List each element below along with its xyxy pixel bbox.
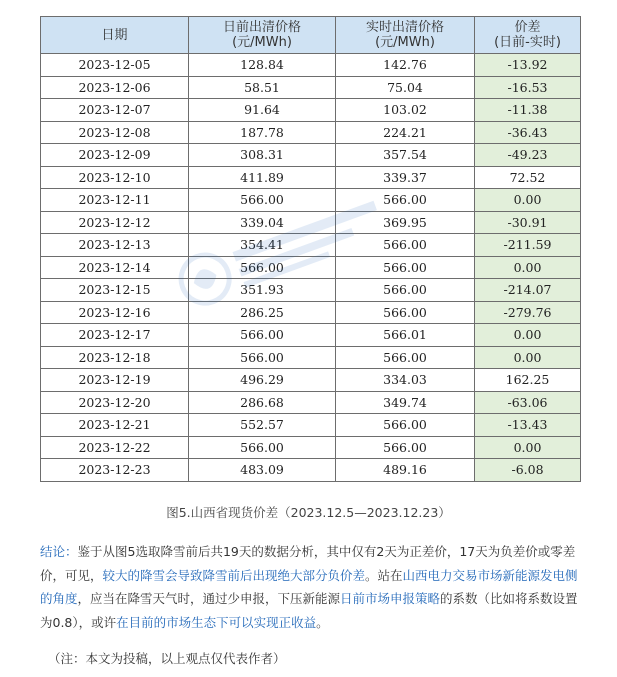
realtime-price-cell: 566.00 (336, 414, 475, 437)
date-cell: 2023-12-23 (41, 459, 189, 482)
table-row (41, 234, 581, 257)
price-diff-cell: -63.06 (475, 391, 581, 414)
price-diff-cell: -49.23 (475, 144, 581, 167)
header-realtime-price (336, 17, 475, 54)
day-ahead-price-cell: 354.41 (189, 234, 336, 257)
table-row (41, 189, 581, 212)
date-cell: 2023-12-14 (41, 256, 189, 279)
day-ahead-price-cell: 128.84 (189, 54, 336, 77)
conclusion-highlight-text: 在目前的市场生态下可以实现正收益 (116, 614, 317, 630)
realtime-price-cell: 357.54 (336, 144, 475, 167)
date-cell: 2023-12-15 (41, 279, 189, 302)
day-ahead-price-cell: 566.00 (189, 189, 336, 212)
price-table-container (40, 16, 580, 482)
header-day-ahead-price (189, 17, 336, 54)
day-ahead-price-cell: 566.00 (189, 256, 336, 279)
table-row (41, 301, 581, 324)
price-diff-cell: 162.25 (475, 369, 581, 392)
figure-caption: 图5.山西省现货价差（2023.12.5—2023.12.23） (166, 505, 451, 520)
price-diff-cell: -30.91 (475, 211, 581, 234)
day-ahead-price-cell: 286.25 (189, 301, 336, 324)
header-realtime-label: 实时出清价格 (365, 20, 444, 35)
header-diff-label: 价差 (514, 20, 541, 35)
date-cell: 2023-12-06 (41, 76, 189, 99)
realtime-price-cell: 103.02 (336, 99, 475, 122)
realtime-price-cell: 75.04 (336, 76, 475, 99)
table-row (41, 279, 581, 302)
table-row (41, 256, 581, 279)
date-cell: 2023-12-10 (41, 166, 189, 189)
price-diff-cell: 72.52 (475, 166, 581, 189)
day-ahead-price-cell: 496.29 (189, 369, 336, 392)
price-diff-cell: -279.76 (475, 301, 581, 324)
date-cell: 2023-12-17 (41, 324, 189, 347)
realtime-price-cell: 142.76 (336, 54, 475, 77)
day-ahead-price-cell: 566.00 (189, 436, 336, 459)
conclusion-highlight-text: 日前市场申报策略 (340, 591, 441, 606)
price-diff-cell: -11.38 (475, 99, 581, 122)
table-row (41, 121, 581, 144)
table-row (41, 144, 581, 167)
date-cell: 2023-12-21 (41, 414, 189, 437)
realtime-price-cell: 369.95 (336, 211, 475, 234)
price-diff-cell: -13.92 (475, 54, 581, 77)
table-header-row (41, 17, 581, 54)
date-cell: 2023-12-22 (41, 436, 189, 459)
price-diff-cell: 0.00 (475, 189, 581, 212)
table-row (41, 391, 581, 414)
author-note: （注：本文为投稿，以上观点仅代表作者） (48, 651, 286, 666)
day-ahead-price-cell: 351.93 (189, 279, 336, 302)
realtime-price-cell: 566.00 (336, 346, 475, 369)
realtime-price-cell: 566.00 (336, 436, 475, 459)
table-row (41, 76, 581, 99)
price-table (40, 16, 581, 482)
conclusion-text: 。 (316, 614, 329, 630)
date-cell: 2023-12-16 (41, 301, 189, 324)
day-ahead-price-cell: 552.57 (189, 414, 336, 437)
day-ahead-price-cell: 483.09 (189, 459, 336, 482)
date-cell: 2023-12-20 (41, 391, 189, 414)
realtime-price-cell: 566.00 (336, 189, 475, 212)
conclusion-highlight-text: 结论： (40, 544, 78, 559)
price-diff-cell: 0.00 (475, 324, 581, 347)
conclusion-text: 鉴于从图5选取降雪前后共19天的数据分析，其中仅有2天为正差价，17天为负差价或零差价，可见， (40, 544, 576, 583)
header-day-ahead-unit: (元/MWh) (232, 35, 292, 50)
conclusion-text: ，应当在降雪天气时，通过少申报，下压新能源 (77, 591, 341, 606)
table-row (41, 459, 581, 482)
price-diff-cell: -16.53 (475, 76, 581, 99)
date-cell: 2023-12-13 (41, 234, 189, 257)
day-ahead-price-cell: 411.89 (189, 166, 336, 189)
realtime-price-cell: 566.00 (336, 301, 475, 324)
date-cell: 2023-12-07 (41, 99, 189, 122)
price-diff-cell: -211.59 (475, 234, 581, 257)
date-cell: 2023-12-08 (41, 121, 189, 144)
day-ahead-price-cell: 339.04 (189, 211, 336, 234)
day-ahead-price-cell: 566.00 (189, 346, 336, 369)
date-cell: 2023-12-05 (41, 54, 189, 77)
day-ahead-price-cell: 566.00 (189, 324, 336, 347)
table-row (41, 54, 581, 77)
table-row (41, 166, 581, 189)
price-diff-cell: 0.00 (475, 346, 581, 369)
table-row (41, 99, 581, 122)
day-ahead-price-cell: 286.68 (189, 391, 336, 414)
conclusion-text: 的系数（比如将系数设置为0.8），或许 (40, 591, 578, 630)
conclusion-highlight-text: 山西电力交易市场新能源发电侧的角度 (40, 567, 578, 606)
day-ahead-price-cell: 308.31 (189, 144, 336, 167)
price-diff-cell: -13.43 (475, 414, 581, 437)
realtime-price-cell: 566.00 (336, 256, 475, 279)
realtime-price-cell: 349.74 (336, 391, 475, 414)
header-day-ahead-label: 日前出清价格 (222, 20, 301, 35)
conclusion-paragraph (40, 540, 585, 634)
day-ahead-price-cell: 91.64 (189, 99, 336, 122)
header-diff-formula: (日前-实时) (494, 35, 561, 50)
price-diff-cell: -6.08 (475, 459, 581, 482)
conclusion-text: 。站在 (365, 567, 403, 583)
header-date-label: 日期 (101, 27, 128, 43)
realtime-price-cell: 489.16 (336, 459, 475, 482)
realtime-price-cell: 566.00 (336, 279, 475, 302)
table-row (41, 324, 581, 347)
realtime-price-cell: 566.01 (336, 324, 475, 347)
table-row (41, 346, 581, 369)
realtime-price-cell: 334.03 (336, 369, 475, 392)
table-row (41, 436, 581, 459)
date-cell: 2023-12-09 (41, 144, 189, 167)
price-diff-cell: -214.07 (475, 279, 581, 302)
price-diff-cell: 0.00 (475, 256, 581, 279)
date-cell: 2023-12-12 (41, 211, 189, 234)
header-price-diff (475, 17, 581, 54)
realtime-price-cell: 224.21 (336, 121, 475, 144)
conclusion-highlight-text: 较大的降雪会导致降雪前后出现绝大部分负价差 (102, 567, 366, 583)
realtime-price-cell: 566.00 (336, 234, 475, 257)
day-ahead-price-cell: 187.78 (189, 121, 336, 144)
day-ahead-price-cell: 58.51 (189, 76, 336, 99)
realtime-price-cell: 339.37 (336, 166, 475, 189)
header-realtime-unit: (元/MWh) (375, 35, 435, 50)
price-diff-cell: 0.00 (475, 436, 581, 459)
table-body (41, 54, 581, 482)
table-row (41, 211, 581, 234)
date-cell: 2023-12-19 (41, 369, 189, 392)
price-diff-cell: -36.43 (475, 121, 581, 144)
header-date (41, 17, 189, 54)
table-row (41, 414, 581, 437)
table-row (41, 369, 581, 392)
date-cell: 2023-12-11 (41, 189, 189, 212)
date-cell: 2023-12-18 (41, 346, 189, 369)
